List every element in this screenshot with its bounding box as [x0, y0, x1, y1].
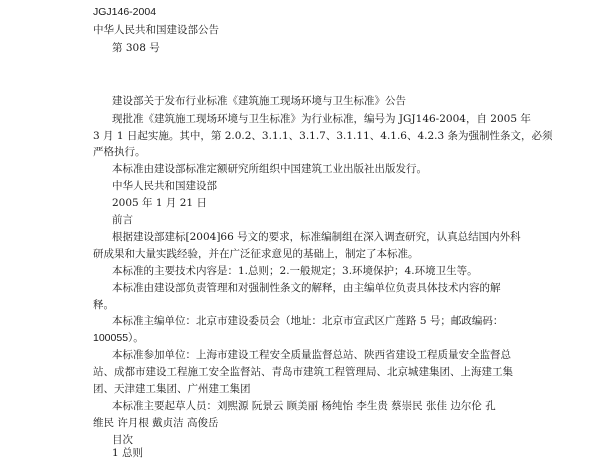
announcement-paragraph-line: 严格执行。 [93, 146, 146, 158]
toc-item: 1 总则 [112, 447, 144, 459]
announcement-paragraph-line: 3 月 1 日起实施。其中，第 2.0.2、3.1.1、3.1.7、3.1.11、4.1.6、4.2.3 条为强制性条文，必须 [93, 130, 553, 142]
issue-date: 2005 年 1 月 21 日 [112, 197, 207, 209]
signature: 中华人民共和国建设部 [112, 180, 217, 192]
preface-heading: 前言 [112, 214, 133, 226]
announcement-paragraph-line: 现批准《建筑施工现场环境与卫生标准》为行业标准，编号为 JGJ146-2004，自 2005 年 [112, 113, 531, 125]
technical-content-paragraph: 本标准的主要技术内容是：1.总则；2.一般规定；3.环境保护；4.环境卫生等。 [112, 265, 478, 277]
drafters-paragraph-line: 维民 许月根 戴贞洁 高俊岳 [93, 417, 219, 429]
management-paragraph-line: 释。 [93, 299, 114, 311]
announcement-title: 建设部关于发布行业标准《建筑施工现场环境与卫生标准》公告 [112, 95, 406, 107]
issuer-line: 中华人民共和国建设部公告 [93, 24, 219, 36]
chief-editor-paragraph-line: 100055）。 [93, 332, 144, 344]
publisher-paragraph: 本标准由建设部标准定额研究所组织中国建筑工业出版社出版发行。 [112, 163, 427, 175]
toc-heading: 目次 [112, 434, 133, 446]
standard-code: JGJ146-2004 [93, 6, 157, 18]
preface-paragraph-line: 研成果和大量实践经验，并在广泛征求意见的基础上，制定了本标准。 [93, 248, 419, 260]
participants-paragraph-line: 团、天津建工集团、广州建工集团 [93, 383, 251, 395]
preface-paragraph-line: 根据建设部建标[2004]66 号文的要求，标准编制组在深入调查研究，认真总结国内外科 [112, 231, 521, 243]
announcement-number: 第 308 号 [112, 42, 160, 54]
participants-paragraph-line: 本标准参加单位：上海市建设工程安全质量监督总站、陕西省建设工程质量安全监督总 [112, 349, 511, 361]
drafters-paragraph-line: 本标准主要起草人员：刘熙源 阮景云 顾美丽 杨纯怡 李生贵 蔡崇民 张佳 边尔伦 孔 [112, 400, 496, 412]
participants-paragraph-line: 站、成都市建设工程施工安全监督站、青岛市建筑工程管理局、北京城建集团、上海建工集 [93, 366, 513, 378]
chief-editor-paragraph-line: 本标准主编单位：北京市建设委员会（地址：北京市宣武区广莲路 5 号；邮政编码： [112, 315, 504, 327]
management-paragraph-line: 本标准由建设部负责管理和对强制性条文的解释，由主编单位负责具体技术内容的解 [112, 282, 501, 294]
